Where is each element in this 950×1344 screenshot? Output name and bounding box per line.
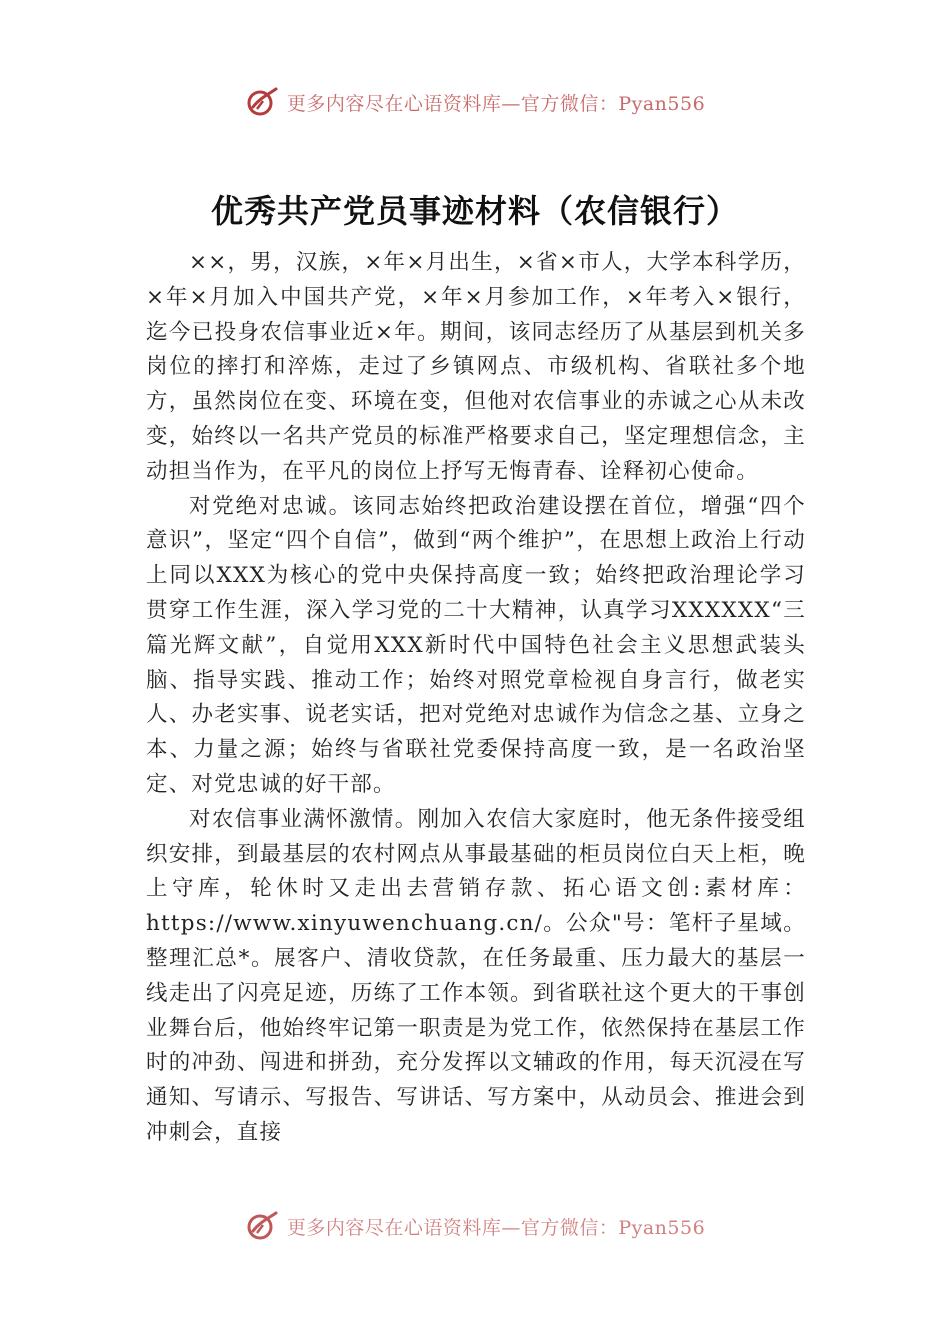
paragraph-loyalty: 对党绝对忠诚。该同志始终把政治建设摆在首位，增强“四个意识”，坚定“四个自信”，做到“两个维护”，在思想上政治上行动上同以XXX为核心的党中央保持高度一致；始终把政治理论学习贯穿工作生涯，深入学习党的二十大精神，认真学习XXXXXX“三篇光辉文献”，自觉用XXX新时代中国特色社会主义思想武装头脑、指导实践、推动工作；始终对照党章检视自身言行，做老实人、办老实事、说老实话，把对党绝对忠诚作为信念之基、立身之本、力量之源；始终与省联社党委保持高度一致，是一名政治坚定、对党忠诚的好干部。 [146,493,806,797]
document-title: 优秀共产党员事迹材料（农信银行） [210,192,739,230]
banner-text: 更多内容尽在心语资料库—官方微信：Pyan556 [286,92,706,115]
banner-text: 更多内容尽在心语资料库—官方微信：Pyan556 [286,1216,706,1239]
footer-watermark-banner [0,1206,950,1246]
brand-logo-icon [245,1209,279,1243]
paragraph-passion: 对农信事业满怀激情。刚加入农信大家庭时，他无条件接受组织安排，到最基层的农村网点从事最基础的柜员岗位白天上柜，晚上守库，轮休时又走出去营销存款、拓心语文创:素材库：https://www.xinyuwenchuang.cn/。公众"号：笔杆子星域。整理汇总*。展客户、清收贷款，在任务最重、压力最大的基层一线走出了闪亮足迹，历练了工作本领。到省联社这个更大的干事创业舞台后，他始终牢记第一职责是为党工作，依然保持在基层工作时的冲劲、闯进和拼劲，充分发挥以文辅政的作用，每天沉浸在写通知、写请示、写报告、写讲话、写方案中，从动员会、推进会到冲刺会，直接 [146,806,806,1145]
document-body [146,246,806,1151]
paragraph-intro: ××，男，汉族，×年×月出生，×省×市人，大学本科学历，×年×月加入中国共产党，×年×月参加工作，×年考入×银行，迄今已投身农信事业近×年。期间，该同志经历了从基层到机关多岗位的摔打和淬炼，走过了乡镇网点、市级机构、省联社多个地方，虽然岗位在变、环境在变，但他对农信事业的赤诚之心从未改变，始终以一名共产党员的标准严格要求自己，坚定理想信念，主动担当作为，在平凡的岗位上抒写无悔青春、诠释初心使命。 [146,250,806,484]
